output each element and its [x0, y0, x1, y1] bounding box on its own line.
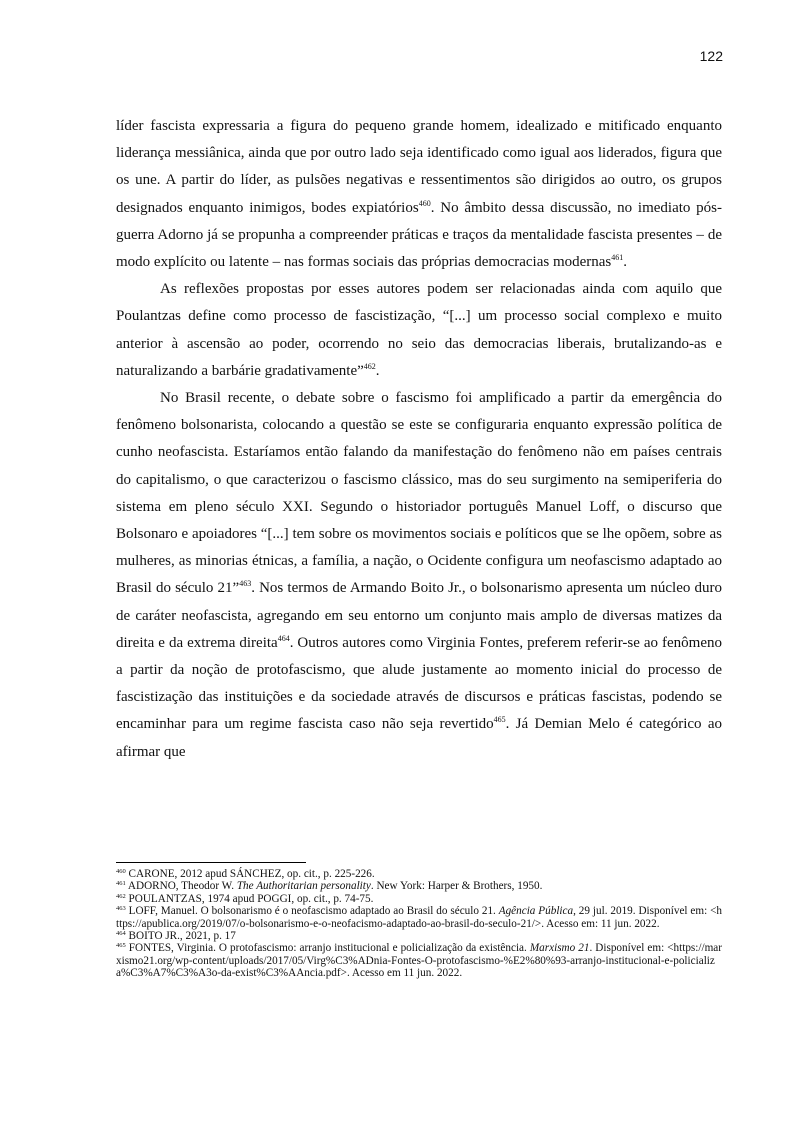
footnote-text: ADORNO, Theodor W.: [125, 880, 237, 893]
footnote: [116, 880, 722, 892]
footnote-text: CARONE, 2012 apud SÁNCHEZ, op. cit., p. 225-226.: [125, 868, 375, 880]
text-run: .: [623, 254, 628, 271]
footnote: [116, 905, 722, 930]
footnote-title: Agência Pública: [498, 905, 574, 918]
footnote-text: . New York: Harper & Brothers, 1950.: [370, 880, 543, 893]
paragraph: [116, 276, 722, 385]
paragraph: [116, 385, 722, 766]
footnote-ref[interactable]: 460: [418, 198, 431, 208]
text-run: No Brasil recente, o debate sobre o fascismo foi amplificado a partir da emergência do fenômeno bolsonarista, colocando a questão se este se configuraria enquanto expressão política de cunho neofascista. Estaríamos então falando da manifestação do fenômeno não em países centrais do capitalismo, o que caracterizou o fascismo clássico, mas do seu surgimento na semiperiferia do sistema em pleno século XXI. Segundo o historiador português Manuel Loff, o discurso que Bolsonaro e apoiadores “[...] tem sobre os movimentos sociais e políticos que se lhe opõem, sobre as mulheres, as minorias étnicas, a família, a nação, o Ocidente configura um neofascismo adaptado ao Brasil do século 21”: [116, 390, 722, 597]
footnotes: [116, 868, 722, 980]
footnote: [116, 942, 722, 979]
footnote-text: , 29 jul. 2019. Disponível em: <https://apublica.org/2019/07/o-bolsonarismo-e-o-neofacismo-adaptado-ao-brasil-do-seculo-21/>. Acesso em: 11 jun. 2022.: [116, 905, 723, 930]
footnote-title: The Authoritarian personality: [236, 880, 371, 893]
text-run: .: [375, 362, 380, 379]
text-run: As reflexões propostas por esses autores podem ser relacionadas ainda com aquilo que Poulantzas define como processo de fascistização, “[...] um processo social complexo e muito anterior à ascensão ao poder, ocorrendo no seio das democracias liberais, brutalizando-as e naturalizando a barbárie gradativamente”: [116, 281, 722, 379]
footnote-ref[interactable]: 464: [277, 633, 290, 643]
footnote-number: 460: [116, 868, 126, 875]
footnote: [116, 868, 722, 880]
footnote-text: FONTES, Virginia. O protofascismo: arranjo institucional e policialização da existência.: [125, 942, 530, 955]
footnote-text: BOITO JR., 2021, p. 17: [125, 930, 236, 943]
page-number: 122: [699, 48, 723, 64]
footnote-ref[interactable]: 462: [363, 361, 376, 371]
footnote-ref[interactable]: 463: [239, 579, 252, 589]
paragraph: [116, 113, 722, 276]
footnote: [116, 893, 722, 905]
footnote-text: LOFF, Manuel. O bolsonarismo é o neofascismo adaptado ao Brasil do século 21.: [125, 905, 499, 918]
footnote-number: 462: [116, 892, 126, 900]
footnote-ref[interactable]: 461: [611, 253, 624, 263]
footnote-text: POULANTZAS, 1974 apud POGGI, op. cit., p. 74-75.: [125, 892, 374, 905]
footnote: [116, 930, 722, 942]
footnote-text: . Disponível em: <https://marxismo21.org/wp-content/uploads/2017/05/Virg%C3%ADnia-Fontes-O-protofascismo-%E2%80%93-arranjo-institucional-e-policializa%C3%A7%C3%A3o-da-exist%C3%AAncia.pdf>. Acesso em 11 jun. 2022.: [116, 942, 722, 980]
text-run: . Nos termos de Armando Boito Jr., o bolsonarismo apresenta um núcleo duro de caráter neofascista, agregando em seu entorno um conjunto mais amplo de diversas matizes da direita e da extrema direita: [116, 580, 722, 651]
text-run: . No âmbito dessa discussão, no imediato pós-guerra Adorno já se propunha a compreender práticas e traços da mentalidade fascista presentes – de modo explícito ou latente – nas formas sociais das próprias democracias modernas: [116, 199, 723, 271]
footnote-number: 464: [116, 930, 126, 938]
text-run: . Já Demian Melo é categórico ao afirmar que: [116, 716, 722, 760]
text-run: líder fascista expressaria a figura do pequeno grande homem, idealizado e mitificado enquanto liderança messiânica, ainda que por outro lado seja identificado como igual aos liderados, figura que os une. A partir do líder, as pulsões negativas e ressentimentos são dirigidos ao outro, os grupos designados enquanto inimigos, bodes expiatórios: [116, 118, 722, 216]
footnote-separator: [116, 862, 306, 863]
footnote-number: 465: [116, 942, 126, 950]
footnote-title: Marxismo 21: [529, 942, 590, 955]
footnote-number: 463: [116, 905, 126, 913]
footnote-ref[interactable]: 465: [493, 715, 506, 725]
text-run: . Outros autores como Virginia Fontes, preferem referir-se ao fenômeno a partir da noção de protofascismo, que alude justamente ao momento inicial do processo de fascistização das instituições e da sociedade através de discursos e práticas fascistas, podendo se encaminhar para um regime fascista caso não seja revertido: [116, 634, 722, 733]
footnote-number: 461: [116, 880, 126, 888]
body-text: [116, 113, 722, 766]
